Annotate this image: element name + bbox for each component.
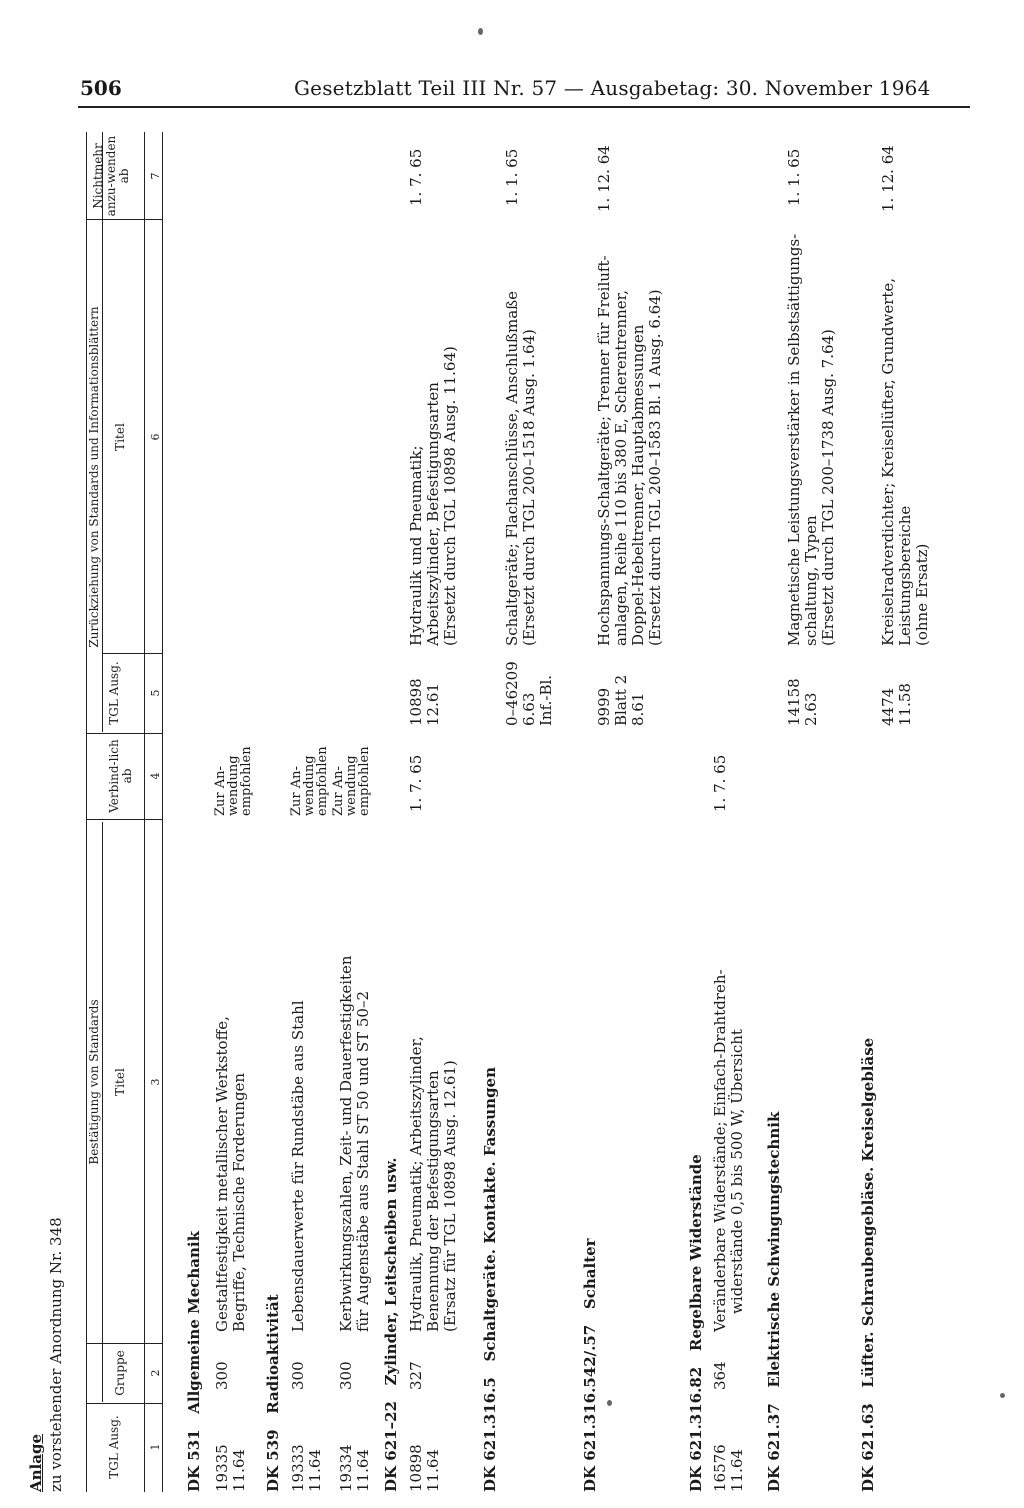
gruppe: 364	[711, 1361, 729, 1390]
withdraw-tgl: 4474	[879, 687, 897, 726]
group-dk-621-316-82	[688, 1154, 705, 1492]
group-dk-531	[186, 1231, 203, 1492]
dk-code: DK 621.316.5	[481, 1377, 499, 1492]
gruppe: 300	[213, 1361, 231, 1390]
paper-speck	[607, 1400, 612, 1406]
withdraw-titel-line: (ohne Ersatz)	[913, 543, 931, 646]
col6-header: Titel	[113, 423, 127, 451]
withdraw-extra: 8.61	[629, 692, 647, 726]
page-number: 506	[80, 76, 122, 100]
withdraw-titel-line: anlagen, Reihe 110 bis 380 E, Scherentrenner,	[612, 290, 630, 646]
withdraw-ausgabe: 12.61	[424, 683, 442, 726]
col3-header: Titel	[113, 1068, 127, 1096]
verbindlich-line: wendung	[302, 755, 317, 816]
withdraw-tgl: 14158	[785, 678, 803, 726]
col-num-7: 7	[149, 172, 162, 180]
paper-speck	[1000, 1393, 1005, 1398]
withdraw-titel-line: (Ersetzt durch TGL 200–1518 Ausg. 1.64)	[520, 329, 538, 646]
tgl-number: 19333	[289, 1444, 307, 1492]
titel-line: (Ersatz für TGL 10898 Ausg. 12.61)	[441, 1060, 459, 1332]
verbindlich-line: empfohlen	[315, 746, 330, 816]
titel-line: Begriffe, Technische Forderungen	[230, 1072, 248, 1332]
withdraw-titel-line: Hochspannungs-Schaltgeräte; Trenner für Freiluft-	[595, 255, 613, 646]
titel-line: Veränderbare Widerstände; Einfach-Drahtdreh-	[711, 969, 729, 1332]
withdraw-titel-line: Kreiselradverdichter; Kreisellüfter, Grundwerte,	[879, 277, 897, 646]
group-dk-621-63	[860, 1038, 877, 1492]
tgl-number: 19334	[337, 1444, 355, 1492]
withdraw-titel-line: (Ersetzt durch TGL 200–1738 Ausg. 7.64)	[819, 329, 837, 646]
withdraw-titel-line: Hydraulik und Pneumatik;	[407, 445, 425, 646]
section-withdraw-header: Zurückziehung von Standards und Informationsblättern	[87, 306, 101, 648]
verbindlich-line: Zur An-	[213, 766, 228, 816]
verbindlich-line: wendung	[344, 755, 359, 816]
withdraw-ausgabe: Blatt 2	[612, 674, 630, 726]
verbindlich-date: 1. 7. 65	[407, 754, 425, 812]
tgl-number: 10898	[407, 1444, 425, 1492]
anlage-subtitle: zu vorstehender Anordnung Nr. 348	[47, 1217, 65, 1492]
rotated-table	[27, 132, 970, 1492]
dk-code: DK 621.316.542/.57	[581, 1324, 599, 1492]
col-num-3: 3	[149, 1078, 162, 1086]
tgl-ausgabe: 11.64	[230, 1449, 248, 1492]
col-sep-6	[86, 219, 162, 220]
withdraw-titel-line: Leistungsbereiche	[896, 505, 914, 646]
titel-line: Kerbwirkungszahlen, Zeit- und Dauerfestigkeiten	[337, 955, 355, 1332]
withdraw-date: 1. 12. 64	[595, 145, 613, 212]
dk-code: DK 621.63	[859, 1403, 877, 1492]
group-name: Zylinder, Leitscheiben usw.	[382, 1157, 400, 1386]
titel-line: für Augenstäbe aus Stahl ST 50 und ST 50–2	[354, 990, 372, 1332]
section-confirm-header: Bestätigung von Standards	[87, 999, 101, 1165]
col-sep-3	[86, 819, 162, 820]
group-name: Allgemeine Mechanik	[185, 1230, 203, 1414]
anlage-title: Anlage	[27, 1434, 45, 1492]
withdraw-tgl: 0–46209	[503, 661, 521, 726]
verbindlich-line: Zur An-	[331, 766, 346, 816]
titel-line: Benennung der Befestigungsarten	[424, 1070, 442, 1332]
dk-code: DK 531	[185, 1429, 203, 1492]
col-sep-5	[102, 653, 162, 654]
col5-header: TGL Ausg.	[107, 661, 121, 725]
col-sep-4	[86, 733, 162, 734]
col2-header: Gruppe	[113, 1350, 127, 1396]
withdraw-date: 1. 12. 64	[879, 145, 897, 212]
titel-line: Lebensdauerwerte für Rundstäbe aus Stahl	[289, 1000, 307, 1332]
titel-line: Gestaltfestigkeit metallischer Werkstoffe,	[213, 1016, 231, 1332]
group-name: Radioaktivität	[264, 1294, 282, 1414]
gruppe: 300	[289, 1361, 307, 1390]
withdraw-titel-line: schaltung, Typen	[802, 515, 820, 646]
tgl-ausgabe: 11.64	[354, 1449, 372, 1492]
verbindlich-line: empfohlen	[357, 746, 372, 816]
group-name: Elektrische Schwingungstechnik	[765, 1111, 783, 1388]
col-sep-1	[86, 1403, 162, 1404]
col-sep-2	[86, 1343, 162, 1344]
withdraw-titel-line: (Ersetzt durch TGL 200–1583 Bl. 1 Ausg. 6.64)	[646, 289, 664, 646]
verbindlich-line: empfohlen	[239, 746, 254, 816]
col1-header: TGL Ausg.	[107, 1415, 121, 1479]
withdraw-tgl: 10898	[407, 678, 425, 726]
dk-code: DK 539	[264, 1429, 282, 1492]
withdraw-titel-line: Arbeitszylinder, Befestigungsarten	[424, 382, 442, 646]
group-dk-539	[265, 1294, 282, 1492]
dk-code: DK 621–22	[382, 1401, 400, 1492]
dk-code: DK 621.37	[765, 1403, 783, 1492]
titel-line: Hydraulik, Pneumatik; Arbeitszylinder,	[407, 1036, 425, 1332]
group-dk-621-22	[383, 1158, 400, 1492]
col4-header: Verbind-lich ab	[107, 739, 134, 813]
section-confirm-rule	[102, 822, 103, 1402]
withdraw-date: 1. 1. 65	[503, 148, 521, 206]
withdraw-date: 1. 7. 65	[407, 148, 425, 206]
col-num-4: 4	[149, 772, 162, 780]
withdraw-ausgabe: 11.58	[896, 683, 914, 726]
group-dk-621-316-542	[582, 1238, 599, 1492]
gruppe: 300	[337, 1361, 355, 1390]
col-num-5: 5	[149, 689, 162, 697]
group-dk-621-37	[766, 1112, 783, 1492]
group-name: Regelbare Widerstände	[687, 1154, 705, 1352]
withdraw-titel-line: Doppel-Hebeltrenner, Hauptabmessungen	[629, 324, 647, 646]
withdraw-titel-line: Schaltgeräte; Flachanschlüsse, Anschlußmaße	[503, 290, 521, 646]
gruppe: 327	[407, 1361, 425, 1390]
tgl-number: 16576	[711, 1444, 729, 1492]
group-name: Schalter	[581, 1238, 599, 1310]
header-bottom-rule	[144, 132, 145, 1492]
verbindlich-line: wendung	[226, 755, 241, 816]
group-dk-621-316-5	[482, 1067, 499, 1492]
withdraw-ausgabe: 2.63	[802, 692, 820, 726]
verbindlich-date: 1. 7. 65	[711, 754, 729, 812]
group-name: Lüfter. Schraubengebläse. Kreiselgebläse	[859, 1037, 877, 1388]
col-num-6: 6	[149, 433, 162, 441]
withdraw-extra: Inf.-Bl.	[537, 674, 555, 726]
withdraw-date: 1. 1. 65	[785, 148, 803, 206]
col-num-2: 2	[149, 1369, 162, 1377]
withdraw-tgl: 9999	[595, 687, 613, 726]
tgl-ausgabe: 11.64	[424, 1449, 442, 1492]
verbindlich-line: Zur An-	[289, 766, 304, 816]
header-rule	[78, 106, 970, 108]
withdraw-titel-line: Magnetische Leistungsverstärker in Selbstsättigungs-	[785, 233, 803, 646]
gazette-title: Gesetzblatt Teil III Nr. 57 — Ausgabetag: 30. November 1964	[294, 76, 931, 100]
tgl-ausgabe: 11.64	[306, 1449, 324, 1492]
tgl-number: 19335	[213, 1444, 231, 1492]
col-num-1: 1	[149, 1443, 162, 1451]
group-name: Schaltgeräte. Kontakte. Fassungen	[481, 1066, 499, 1362]
tgl-ausgabe: 11.64	[728, 1449, 746, 1492]
dk-code: DK 621.316.82	[687, 1366, 705, 1492]
section-withdraw-rule	[102, 132, 103, 732]
withdraw-titel-line: (Ersetzt durch TGL 10898 Ausg. 11.64)	[441, 346, 459, 646]
paper-speck	[478, 28, 483, 35]
titel-line: widerstände 0,5 bis 500 W, Übersicht	[728, 1029, 746, 1314]
withdraw-ausgabe: 6.63	[520, 692, 538, 726]
col7-header: Nichtmehr anzu-wenden ab	[91, 135, 131, 217]
